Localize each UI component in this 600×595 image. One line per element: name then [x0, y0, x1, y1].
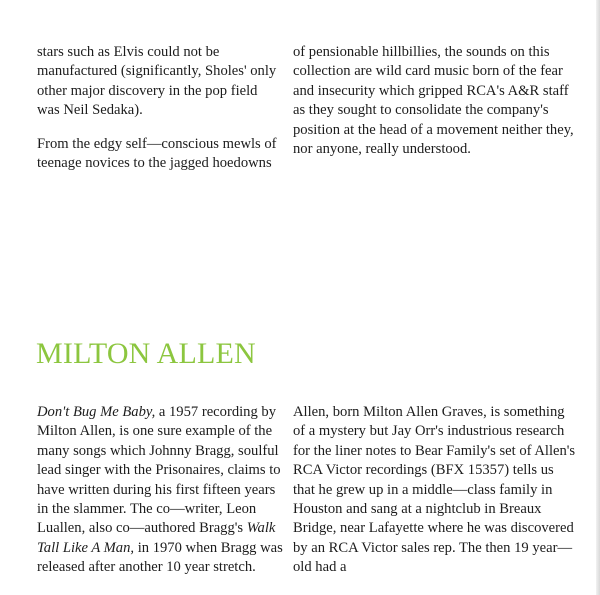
- top-right-paragraph-1: of pensionable hillbillies, the sounds on this collection are wild card music born of the fear and insecurity which gripped RCA's A&R staff as they sought to consolidate the company's position at the head of a movement neither they, nor anyone, really understood.: [293, 44, 574, 158]
- bottom-left-paragraph: [37, 403, 287, 578]
- bottom-left-column: [37, 403, 287, 578]
- top-left-column: [37, 43, 277, 173]
- section-heading: MILTON ALLEN: [36, 337, 256, 370]
- top-left-paragraph-1: stars such as Elvis could not be manufactured (significantly, Sholes' only other major discovery in the pop field was Neil Sedaka).: [37, 44, 277, 119]
- bottom-left-text-2: in 1970 when Bragg was released after another 10 year stretch.: [37, 539, 283, 576]
- bottom-right-column: [293, 403, 578, 578]
- top-right-column: [293, 43, 578, 159]
- bottom-left-text-1: a 1957 recording by Milton Allen, is one sure example of the many songs which Johnny Bragg, soulful lead singer with the Prisonaires, claims to have written during his first fifteen years in the slammer. The co—writer, Leon Luallen, also co—authored Bragg's: [37, 404, 281, 537]
- song-title-walk-tall-like-a-man: Walk Tall Like A Man,: [37, 520, 276, 556]
- top-left-paragraph-2: From the edgy self—conscious mewls of teenage novices to the jagged hoedowns: [37, 135, 277, 172]
- song-title-dont-bug-me-baby: Don't Bug Me Baby,: [37, 404, 156, 420]
- bottom-right-paragraph-1: Allen, born Milton Allen Graves, is something of a mystery but Jay Orr's industrious research for the liner notes to Bear Family's set of Allen's RCA Victor recordings (BFX 15357) tells us that he grew up in a middle—class family in Houston and sang at a nightclub in Breaux Bridge, near Lafayette where he was discovered by an RCA Victor sales rep. The then 19 year—old had a: [293, 404, 576, 576]
- page-edge-shadow: [596, 0, 600, 595]
